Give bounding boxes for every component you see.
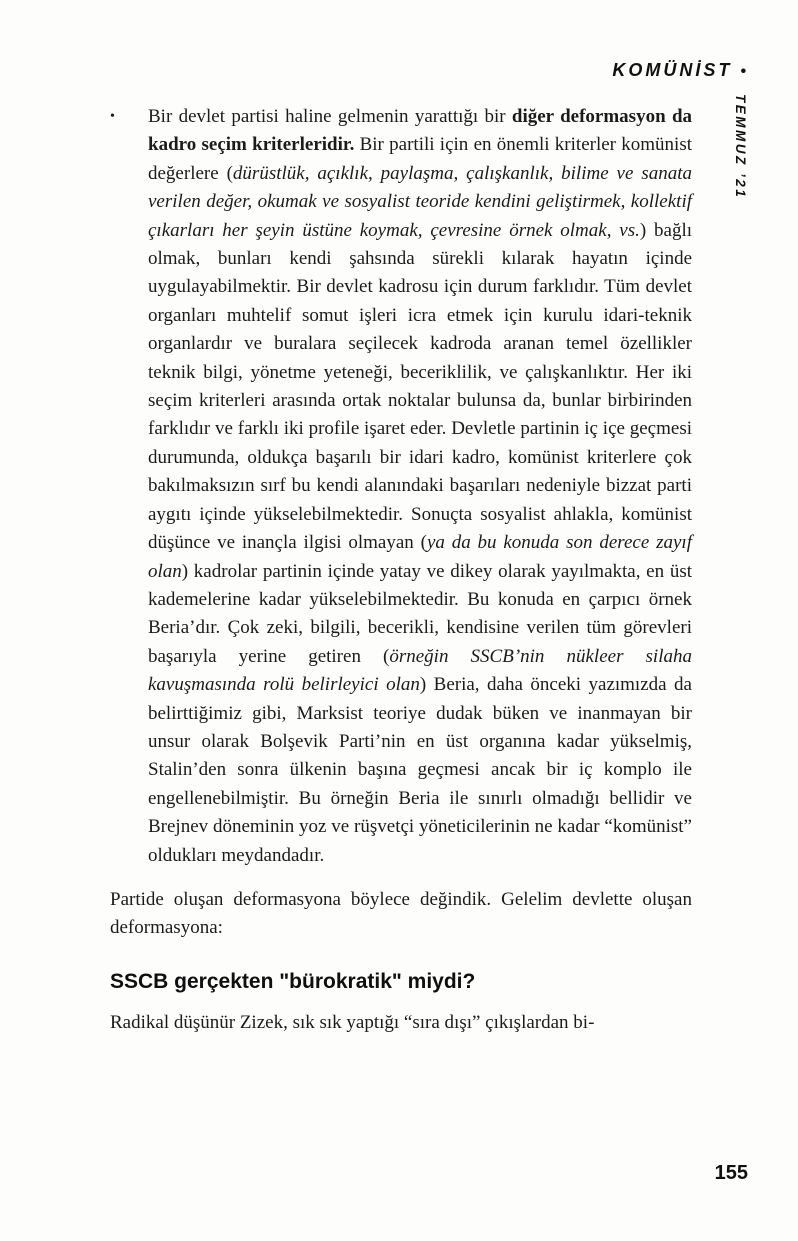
- lead-paragraph: Radikal düşünür Zizek, sık sık yaptığı “sıra dışı” çıkışlardan bi-: [110, 1011, 595, 1033]
- text-run: Bir devlet partisi haline gelmenin yarattığı bir: [148, 106, 512, 127]
- bullet-marker-icon: •: [110, 109, 115, 124]
- page-number: 155: [714, 1162, 748, 1184]
- text-run: ) bağlı olmak, bunları kendi şahsında sürekli kılarak hayatın içinde uygulayabilmektir. Bir devlet kadrosu için durum farklıdır. Tüm devlet organları muhtelif somut işleri icra etmek için kurulu idari-teknik organlardır ve buralara seçilecek kadroda aranan temel özellikler teknik bilgi, yönetme yeteneği, beceriklilik, ve çalışkanlıktır. Her iki seçim kriterleri arasında ortak noktalar bulunsa da, bunlar birbirinden farklıdır ve farklı iki profile işaret eder. Devletle partinin iç içe geçmesi durumunda, oldukça başarılı bir idari kadro, komünist kriterlere çok bakılmaksızın sırf bu kendi alanındaki başarıları nedeniyle bizzat parti aygıtı içinde yükselebilmektedir. Sonuçta sosyalist ahlakla, komünist düşünce ve inançla ilgisi olmayan (: [148, 219, 692, 554]
- text-run: ) kadrolar partinin içinde yatay ve dikey olarak yayılmakta, en üst kademelerine kadar yükselebilmektedir. Bu konuda en çarpıcı örnek Beria’dır. Çok zeki, bilgili, becerikli, kendisine verilen tüm görevleri başarıyla yerine getiren (: [148, 560, 692, 667]
- text-run-italic: örneğin SSCB’nin nükleer silaha kavuşmasında rolü belirleyici olan: [148, 645, 692, 696]
- running-header: [612, 60, 746, 81]
- text-run-italic: ya da bu konuda son derece zayıf olan: [148, 532, 692, 582]
- bullet-list-item: [110, 103, 692, 870]
- issue-date-vertical: TEMMUZ ’21: [733, 94, 748, 200]
- journal-title: KOMÜNİST: [612, 60, 733, 80]
- section-heading: SSCB gerçekten "bürokratik" miydi?: [110, 969, 476, 993]
- text-run-italic: dürüstlük, açıklık, paylaşma, çalışkanlık, bilime ve sanata verilen değer, okumak ve sosyalist teoride kendini geliştirmek, kollektif çıkarları her şeyin üstüne koymak, çevresine örnek olmak, vs.: [148, 162, 692, 241]
- text-run-bold: diğer deformasyon da kadro seçim kriterleridir.: [148, 106, 693, 156]
- text-run: Bir partili için en önemli kriterler komünist değerlere (: [148, 134, 692, 184]
- closing-paragraph: Partide oluşan deformasyona böylece değindik. Gelelim devlette oluşan deformasyona:: [110, 888, 692, 939]
- page-body: [110, 103, 692, 1037]
- bullet-paragraph: [148, 103, 692, 870]
- header-bullet-icon: •: [740, 63, 746, 80]
- text-run: ) Beria, daha önceki yazımızda da belirttiğimiz gibi, Marksist teoriye dudak büken ve inanmayan bir unsur olarak Bolşevik Parti’nin en üst organına kadar yükselmiş, Stalin’den sonra ülkenin başına geçmesi ancak bir iç komplo ile engellenebilmiştir. Bu örneğin Beria ile sınırlı olmadığı bellidir ve Brejnev döneminin yoz ve rüşvetçi yöneticilerinin ne kadar “komünist” oldukları meydandadır.: [148, 674, 692, 866]
